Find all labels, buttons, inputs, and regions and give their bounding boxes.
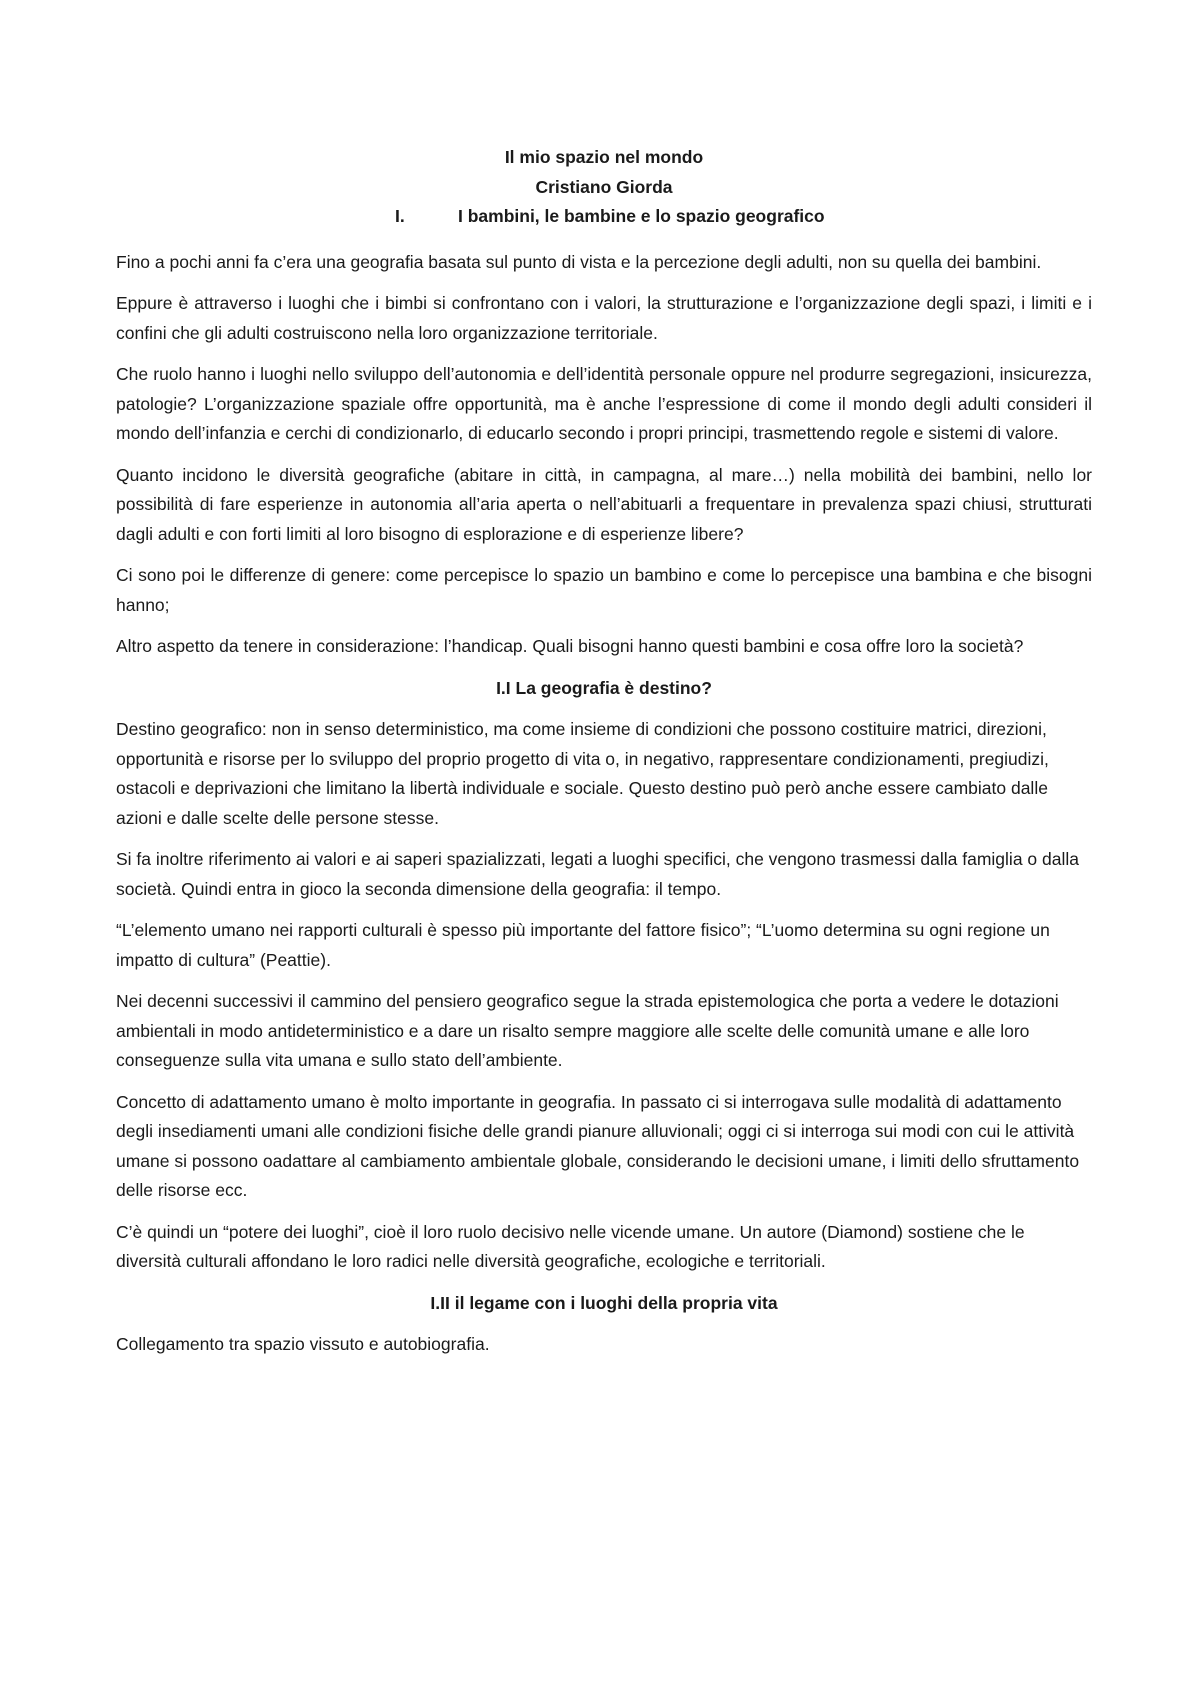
paragraph: Collegamento tra spazio vissuto e autobiografia. bbox=[116, 1334, 490, 1354]
chapter-heading bbox=[116, 202, 1092, 232]
document-title: Il mio spazio nel mondo bbox=[504, 147, 704, 167]
paragraph: Altro aspetto da tenere in considerazione: l’handicap. Quali bisogni hanno questi bambini e cosa offre loro la società? bbox=[116, 636, 1024, 656]
paragraph: C’è quindi un “potere dei luoghi”, cioè il loro ruolo decisivo nelle vicende umane. Un autore (Diamond) sostiene che le diversità culturali affondano le loro radici nelle diversità geografiche, ecologiche e territoriali. bbox=[116, 1221, 1025, 1271]
paragraph: Concetto di adattamento umano è molto importante in geografia. In passato ci si interrogava sulle modalità di adattamento degli insediamenti umani alle condizioni fisiche delle grandi pianure alluvionali; oggi ci si interroga sui modi con cui le attività umane si possono oadattare al cambiamento ambientale globale, considerando le decisioni umane, i limiti dello sfruttamento delle risorse ecc. bbox=[116, 1091, 1080, 1200]
document-body bbox=[116, 143, 1092, 1372]
title-block bbox=[116, 143, 1092, 232]
paragraph: Che ruolo hanno i luoghi nello sviluppo dell’autonomia e dell’identità personale oppure nel produrre segregazioni, insicurezza, patologie? L’organizzazione spaziale offre opportunità, ma è anche l’espressione di come il mondo degli adulti consideri il mondo dell’infanzia e cerchi di condizionarlo, di educarlo secondo i propri principi, trasmettendo regole e sistemi di valore. bbox=[116, 364, 1092, 443]
paragraph: Quanto incidono le diversità geografiche (abitare in città, in campagna, al mare…) nella mobilità dei bambini, nello lor possibilità di fare esperienze in autonomia all’aria aperta o nell’abituarli a frequentare in prevalenza spazi chiusi, strutturati dagli adulti e con forti limiti al loro bisogno di esplorazione e di esperienze libere? bbox=[116, 464, 1092, 544]
section-legame-luoghi bbox=[116, 1289, 1092, 1360]
chapter-title: I bambini, le bambine e lo spazio geografico bbox=[458, 206, 825, 226]
paragraph: Nei decenni successivi il cammino del pensiero geografico segue la strada epistemologica che porta a vedere le dotazioni ambientali in modo antideterministico e a dare un risalto sempre maggiore alle scelte delle comunità umane e alle loro conseguenze sulla vita umana e sullo stato dell’ambiente. bbox=[116, 991, 1059, 1070]
section-heading: I.II il legame con i luoghi della propria vita bbox=[430, 1292, 778, 1313]
document-author: Cristiano Giorda bbox=[535, 176, 673, 197]
paragraph: Fino a pochi anni fa c’era una geografia basata sul punto di vista e la percezione degli adulti, non su quella dei bambini. bbox=[116, 251, 1042, 272]
paragraph: Si fa inoltre riferimento ai valori e ai saperi spazializzati, legati a luoghi specifici, che vengono trasmessi dalla famiglia o dalla società. Quindi entra in gioco la seconda dimensione della geografia: il tempo. bbox=[116, 849, 1079, 899]
section-intro bbox=[116, 248, 1092, 662]
paragraph: “L’elemento umano nei rapporti culturali è spesso più importante del fattore fisico”; “L’uomo determina su ogni regione un impatto di cultura” (Peattie). bbox=[116, 920, 1050, 970]
paragraph: Ci sono poi le differenze di genere: come percepisce lo spazio un bambino e come lo percepisce una bambina e che bisogni hanno; bbox=[116, 565, 1092, 615]
section-geografia-destino bbox=[116, 674, 1092, 1277]
paragraph: Destino geografico: non in senso deterministico, ma come insieme di condizioni che possono costituire matrici, direzioni, opportunità e risorse per lo sviluppo del proprio progetto di vita o, in negativo, rappresentare condizionamenti, pregiudizi, ostacoli e deprivazioni che limitano la libertà individuale e sociale. Questo destino può però anche essere cambiato dalle azioni e dalle scelte delle persone stesse. bbox=[116, 719, 1049, 828]
chapter-number: I. bbox=[395, 206, 405, 226]
section-heading: I.I La geografia è destino? bbox=[496, 677, 712, 698]
paragraph: Eppure è attraverso i luoghi che i bimbi si confrontano con i valori, la strutturazione e l’organizzazione degli spazi, i limiti e i confini che gli adulti costruiscono nella loro organizzazione territoriale. bbox=[116, 293, 1092, 343]
